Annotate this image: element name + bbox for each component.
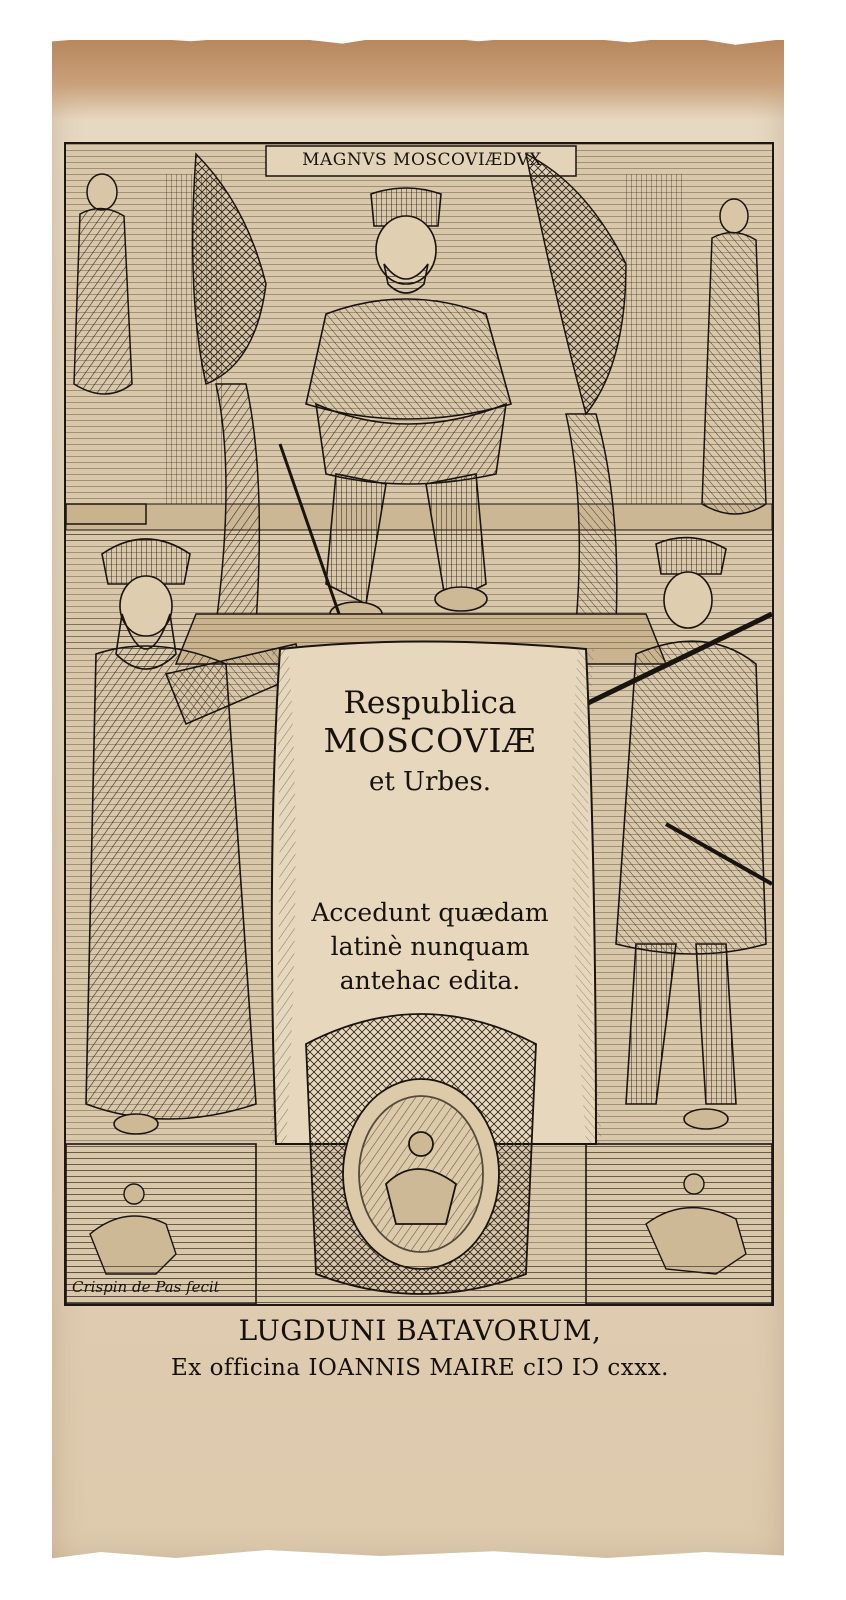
subtitle-line-3: antehac edita. (339, 966, 521, 995)
subtitle-block (270, 896, 590, 998)
title-block (270, 685, 590, 799)
subtitle-line-2: latinè nunquam (330, 932, 530, 961)
title-line-3: et Urbes. (368, 767, 492, 797)
imprint-line-2: Ex officina IOANNIS MAIRE cIↃ IↃ cxxx. (171, 1355, 669, 1381)
engraver-signature: Crispin de Pas fecit (72, 1278, 220, 1296)
title-line-2: MOSCOVIÆ (323, 721, 537, 760)
imprint (60, 1312, 780, 1386)
plate-header: MAGNVS MOSCOVIÆDVX (302, 150, 542, 170)
imprint-line-1: LUGDUNI BATAVORUM, (238, 1314, 602, 1347)
subtitle-line-1: Accedunt quædam (311, 898, 549, 927)
title-line-1: Respublica (343, 685, 517, 721)
top-stain (52, 40, 784, 120)
